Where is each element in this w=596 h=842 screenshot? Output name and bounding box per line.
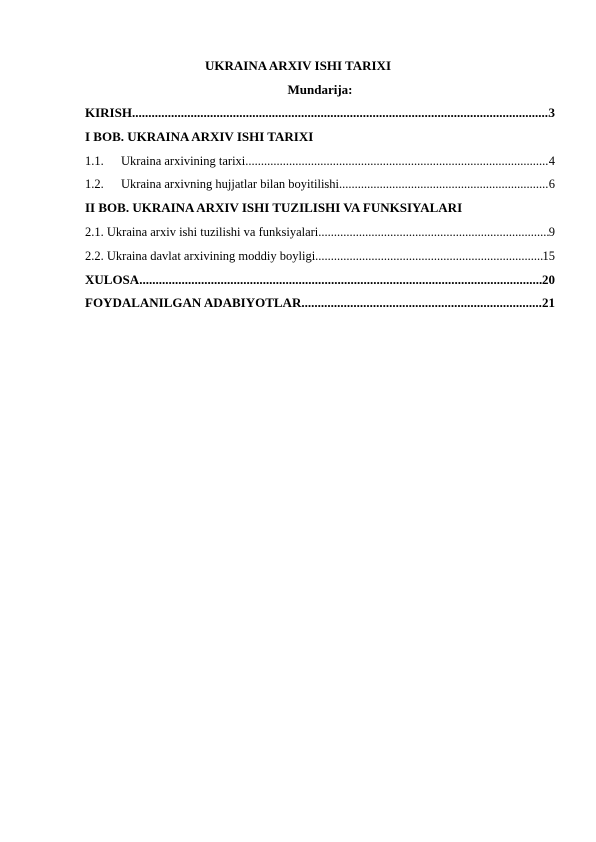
toc-leader-dots bbox=[315, 248, 542, 264]
toc-entry-number: 1.2. bbox=[85, 177, 104, 192]
toc-entry-page: 20 bbox=[542, 271, 555, 287]
toc-entry-xulosa[interactable] bbox=[85, 272, 555, 296]
toc-entry-2-1[interactable] bbox=[85, 224, 555, 248]
toc-entry-adabiyotlar[interactable] bbox=[85, 295, 555, 319]
toc-entry-label: KIRISH bbox=[85, 105, 132, 120]
toc-entry-label: Ukraina arxivning hujjatlar bilan boyitilishi bbox=[121, 177, 340, 192]
toc-entry-page: 4 bbox=[548, 153, 555, 168]
toc-entry-label: I BOB. UKRAINA ARXIV ISHI TARIXI bbox=[85, 128, 314, 144]
toc-leader-dots bbox=[139, 272, 542, 288]
toc-entry-page: 9 bbox=[548, 224, 555, 239]
toc-entry-1-1[interactable] bbox=[85, 153, 555, 177]
toc-entry-page: 21 bbox=[542, 295, 555, 311]
toc-leader-dots bbox=[301, 295, 542, 311]
toc-entry-kirish[interactable] bbox=[85, 105, 555, 129]
toc-entry-label: II BOB. UKRAINA ARXIV ISHI TUZILISHI VA FUNKSIYALARI bbox=[85, 200, 463, 216]
toc-entry-label: Ukraina arxivining tarixi bbox=[121, 153, 246, 168]
toc-chapter-1-heading[interactable] bbox=[85, 129, 555, 153]
toc-leader-dots bbox=[245, 153, 548, 169]
document-title: UKRAINA ARXIV ISHI TARIXI bbox=[204, 58, 392, 73]
toc-leader-dots bbox=[318, 224, 548, 240]
toc-entry-label: XULOSA bbox=[85, 271, 140, 287]
toc-entry-1-2[interactable] bbox=[85, 176, 555, 200]
toc-entry-2-2[interactable] bbox=[85, 248, 555, 272]
toc-entry-label: FOYDALANILGAN ADABIYOTLAR bbox=[85, 295, 302, 311]
toc-entry-page: 6 bbox=[548, 177, 555, 192]
toc-leader-dots bbox=[339, 176, 549, 192]
toc-entry-number: 1.1. bbox=[85, 153, 104, 168]
toc-entry-page: 15 bbox=[542, 248, 555, 263]
table-of-contents bbox=[85, 105, 555, 319]
contents-heading: Mundarija: bbox=[287, 82, 353, 97]
toc-entry-page: 3 bbox=[548, 105, 555, 120]
toc-chapter-2-heading[interactable] bbox=[85, 200, 555, 224]
toc-entry-label: 2.1. Ukraina arxiv ishi tuzilishi va funksiyalari bbox=[85, 224, 319, 239]
toc-leader-dots bbox=[132, 105, 549, 121]
toc-entry-label: 2.2. Ukraina davlat arxivining moddiy boyligi bbox=[85, 248, 316, 263]
